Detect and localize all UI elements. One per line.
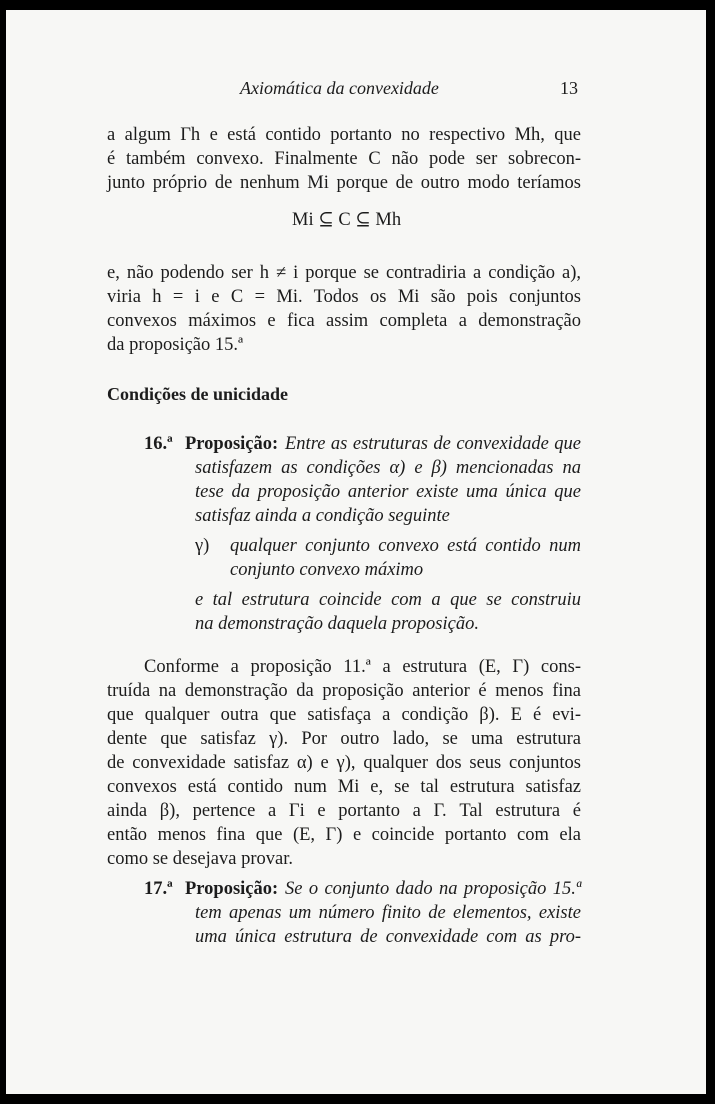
section-heading: Condições de unicidade bbox=[107, 384, 289, 404]
proposition-16-closing-line-1: e tal estrutura coincide com a que se construiu bbox=[195, 590, 581, 610]
proposition-17-line-3: uma única estrutura de convexidade com as pro- bbox=[195, 927, 581, 947]
proposition-17-label: Proposição: bbox=[185, 879, 279, 899]
proposition-17-number: 17.ª bbox=[144, 879, 173, 899]
proposition-16-line-1: Entre as estruturas de convexidade que bbox=[285, 434, 581, 454]
proposition-17-line-2: tem apenas um número finito de elementos, existe bbox=[195, 903, 581, 923]
paragraph-3-line-4: dente que satisfaz γ). Por outro lado, se uma estrutura bbox=[107, 729, 581, 749]
running-header-title: Axiomática da convexidade bbox=[240, 78, 439, 98]
scan-border bbox=[706, 0, 715, 1104]
paragraph-1-line-2: é também convexo. Finalmente C não pode ser sobrecon- bbox=[107, 149, 581, 169]
proposition-16-line-4: satisfaz ainda a condição seguinte bbox=[195, 506, 450, 526]
paragraph-2-line-4: da proposição 15.ª bbox=[107, 335, 244, 355]
paragraph-3-line-2: truída na demonstração da proposição anterior é menos fina bbox=[107, 681, 581, 701]
proposition-16-line-2: satisfazem as condições α) e β) mencionadas na bbox=[195, 458, 581, 478]
paragraph-2-line-2: viria h = i e C = Mi. Todos os Mi são pois conjuntos bbox=[107, 287, 581, 307]
paragraph-2-line-1: e, não podendo ser h ≠ i porque se contradiria a condição a), bbox=[107, 263, 581, 283]
paragraph-1-line-1: a algum Γh e está contido portanto no respectivo Mh, que bbox=[107, 125, 581, 145]
paragraph-1-line-3: junto próprio de nenhum Mi porque de outro modo teríamos bbox=[107, 173, 581, 193]
proposition-16-closing-line-2: na demonstração daquela proposição. bbox=[195, 614, 479, 634]
inclusion-formula: Mi ⊆ C ⊆ Mh bbox=[292, 210, 402, 230]
paragraph-3-line-9: como se desejava provar. bbox=[107, 849, 293, 869]
proposition-16-number: 16.ª bbox=[144, 434, 173, 454]
gamma-condition-line-2: conjunto convexo máximo bbox=[230, 560, 424, 580]
gamma-condition-marker: γ) bbox=[195, 536, 210, 556]
paragraph-3-line-1: Conforme a proposição 11.ª a estrutura (E, Γ) cons- bbox=[144, 657, 581, 677]
paragraph-2-line-3: convexos máximos e fica assim completa a demonstração bbox=[107, 311, 581, 331]
paragraph-3-line-8: então menos fina que (E, Γ) e coincide portanto com ela bbox=[107, 825, 581, 845]
gamma-condition-line-1: qualquer conjunto convexo está contido num bbox=[230, 536, 581, 556]
paragraph-3-line-7: ainda β), pertence a Γi e portanto a Γ. Tal estrutura é bbox=[107, 801, 581, 821]
page-number: 13 bbox=[560, 78, 578, 98]
paragraph-3-line-6: convexos está contido num Mi e, se tal estrutura satisfaz bbox=[107, 777, 581, 797]
paragraph-3-line-3: que qualquer outra que satisfaça a condição β). E é evi- bbox=[107, 705, 581, 725]
proposition-16-line-3: tese da proposição anterior existe uma única que bbox=[195, 482, 581, 502]
paragraph-3-line-5: de convexidade satisfaz α) e γ), qualquer dos seus conjuntos bbox=[107, 753, 581, 773]
proposition-17-line-1: Se o conjunto dado na proposição 15.ª bbox=[285, 879, 581, 899]
proposition-16-label: Proposição: bbox=[185, 434, 279, 454]
